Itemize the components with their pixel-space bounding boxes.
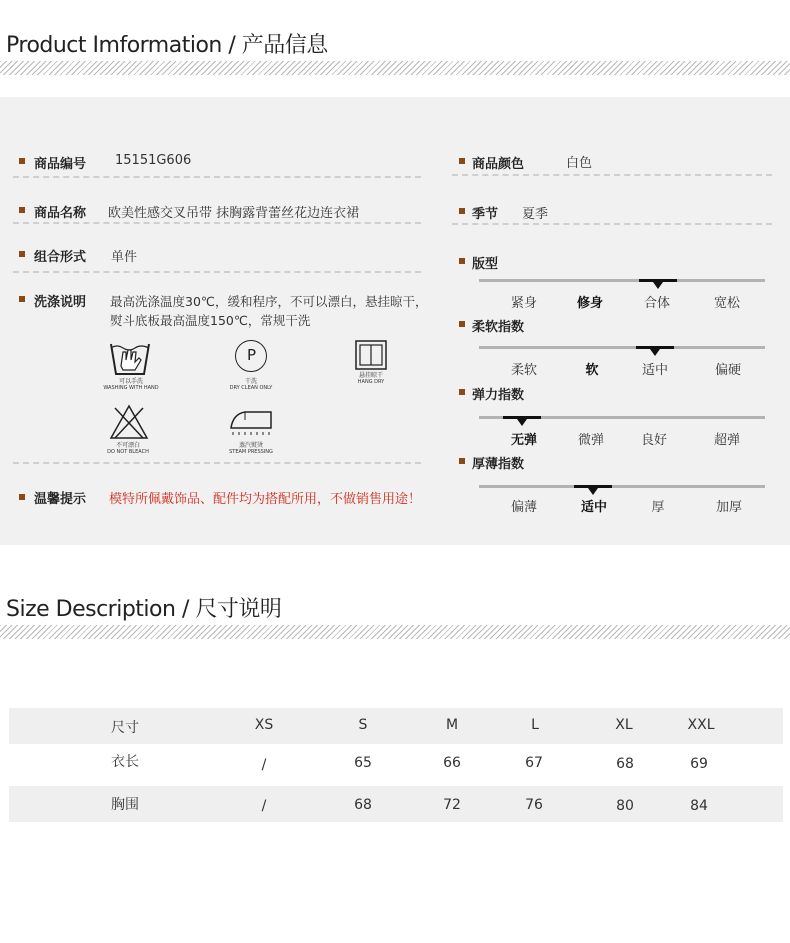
no-bleach-caption-cn: 不可漂白 bbox=[115, 442, 141, 449]
item-no-label: 商品编号 bbox=[34, 157, 87, 172]
fit-option: 合体 bbox=[643, 296, 671, 311]
hand-wash-caption-cn: 可以手洗 bbox=[118, 378, 144, 385]
season-label: 季节 bbox=[472, 207, 499, 222]
thickness-option: 加厚 bbox=[715, 500, 743, 515]
table-cell: 80 bbox=[616, 798, 634, 814]
thickness-pointer-icon bbox=[588, 488, 598, 495]
softness-pointer-icon bbox=[650, 349, 660, 356]
no-bleach-icon bbox=[109, 404, 149, 440]
thickness-option: 厚 bbox=[651, 500, 665, 515]
divider bbox=[13, 462, 421, 464]
table-row bbox=[9, 786, 783, 822]
thickness-scale-bar bbox=[479, 485, 765, 488]
fit-pointer-icon bbox=[653, 282, 663, 289]
divider bbox=[452, 174, 772, 176]
divider bbox=[13, 222, 421, 224]
tip-value: 模特所佩戴饰品、配件均为搭配所用，不做销售用途！ bbox=[109, 492, 422, 507]
table-cell: 胸围 bbox=[111, 797, 139, 813]
bullet bbox=[459, 321, 465, 327]
bullet bbox=[459, 208, 465, 214]
fit-label: 版型 bbox=[472, 257, 499, 272]
product-info-title: Product Imformation / 产品信息 bbox=[6, 33, 328, 58]
bullet bbox=[459, 158, 465, 164]
elasticity-option: 良好 bbox=[640, 433, 668, 448]
steam-iron-icon bbox=[229, 408, 273, 436]
table-cell: 66 bbox=[443, 755, 461, 771]
bullet bbox=[459, 258, 465, 264]
fit-option: 宽松 bbox=[713, 296, 741, 311]
header-cell: XXL bbox=[687, 717, 715, 733]
bullet bbox=[19, 158, 25, 164]
bullet bbox=[19, 296, 25, 302]
tip-label: 温馨提示 bbox=[34, 492, 87, 507]
softness-option: 软 bbox=[585, 363, 599, 378]
elasticity-label: 弹力指数 bbox=[472, 388, 525, 403]
bullet bbox=[459, 389, 465, 395]
size-description-title: Size Description / 尺寸说明 bbox=[6, 597, 282, 622]
title-divider bbox=[0, 61, 790, 75]
elasticity-option: 超弹 bbox=[713, 433, 741, 448]
elasticity-pointer-icon bbox=[517, 419, 527, 426]
item-no-value: 15151G606 bbox=[115, 153, 192, 168]
product-name-value: 欧美性感交叉吊带 抹胸露背蕾丝花边连衣裙 bbox=[108, 206, 360, 221]
combo-value: 单件 bbox=[111, 250, 138, 265]
hang-dry-caption-cn: 悬挂晾干 bbox=[358, 372, 384, 379]
header-cell: L bbox=[531, 717, 539, 733]
softness-label: 柔软指数 bbox=[472, 320, 525, 335]
bullet bbox=[459, 458, 465, 464]
header-cell: S bbox=[358, 717, 368, 733]
bullet bbox=[19, 207, 25, 213]
color-label: 商品颜色 bbox=[472, 157, 525, 172]
combo-label: 组合形式 bbox=[34, 250, 87, 265]
season-value: 夏季 bbox=[522, 207, 549, 222]
hand-wash-caption-en: WASHING WITH HAND bbox=[103, 385, 159, 391]
table-cell: / bbox=[261, 798, 267, 814]
bullet bbox=[19, 494, 25, 500]
thickness-label: 厚薄指数 bbox=[472, 457, 525, 472]
bullet bbox=[19, 251, 25, 257]
fit-option: 修身 bbox=[576, 296, 604, 311]
divider bbox=[13, 176, 421, 178]
hang-dry-caption-en: HANG DRY bbox=[357, 379, 385, 385]
table-cell: 68 bbox=[354, 797, 372, 813]
wash-text-line2: 熨斗底板最高温度150℃，常规干洗 bbox=[110, 313, 311, 328]
softness-option: 柔软 bbox=[510, 363, 538, 378]
no-bleach-caption-en: DO NOT BLEACH bbox=[107, 449, 149, 455]
elasticity-option: 微弹 bbox=[577, 433, 605, 448]
divider bbox=[13, 271, 421, 273]
table-cell: 67 bbox=[525, 755, 543, 771]
hand-wash-icon bbox=[109, 340, 151, 376]
table-cell: 衣长 bbox=[111, 754, 139, 770]
table-cell: 69 bbox=[690, 756, 708, 772]
softness-scale-bar bbox=[479, 346, 765, 349]
table-cell: 68 bbox=[616, 756, 634, 772]
wash-text-line1: 最高洗涤温度30℃，缓和程序，不可以漂白，悬挂晾干， bbox=[110, 294, 428, 309]
header-cell: XL bbox=[615, 717, 633, 733]
table-cell: / bbox=[261, 757, 267, 773]
size-table-header bbox=[9, 708, 783, 744]
divider bbox=[452, 223, 772, 225]
elasticity-option: 无弹 bbox=[510, 433, 538, 448]
table-cell: 84 bbox=[690, 798, 708, 814]
dry-clean-symbol: P bbox=[246, 346, 257, 364]
product-name-label: 商品名称 bbox=[34, 206, 87, 221]
hang-dry-icon bbox=[355, 340, 387, 370]
header-cell: M bbox=[445, 717, 459, 733]
fit-scale-bar bbox=[479, 279, 765, 282]
steam-caption-en: STEAM PRESSING bbox=[229, 449, 273, 455]
thickness-option: 偏薄 bbox=[510, 500, 538, 515]
thickness-option: 适中 bbox=[580, 500, 608, 515]
table-cell: 65 bbox=[354, 755, 372, 771]
title-divider bbox=[0, 625, 790, 639]
table-cell: 76 bbox=[525, 797, 543, 813]
dry-clean-caption-en: DRY CLEAN ONLY bbox=[229, 385, 273, 391]
table-cell: 72 bbox=[443, 797, 461, 813]
table-row bbox=[9, 744, 783, 786]
softness-option: 偏硬 bbox=[714, 363, 742, 378]
fit-option: 紧身 bbox=[510, 296, 538, 311]
dry-clean-caption-cn: 干洗 bbox=[244, 378, 258, 385]
header-cell: 尺寸 bbox=[111, 720, 139, 736]
header-cell: XS bbox=[254, 717, 274, 733]
softness-option: 适中 bbox=[641, 363, 669, 378]
color-value: 白色 bbox=[566, 156, 593, 171]
wash-label: 洗涤说明 bbox=[34, 295, 87, 310]
steam-caption-cn: 蒸汽熨烫 bbox=[238, 442, 264, 449]
